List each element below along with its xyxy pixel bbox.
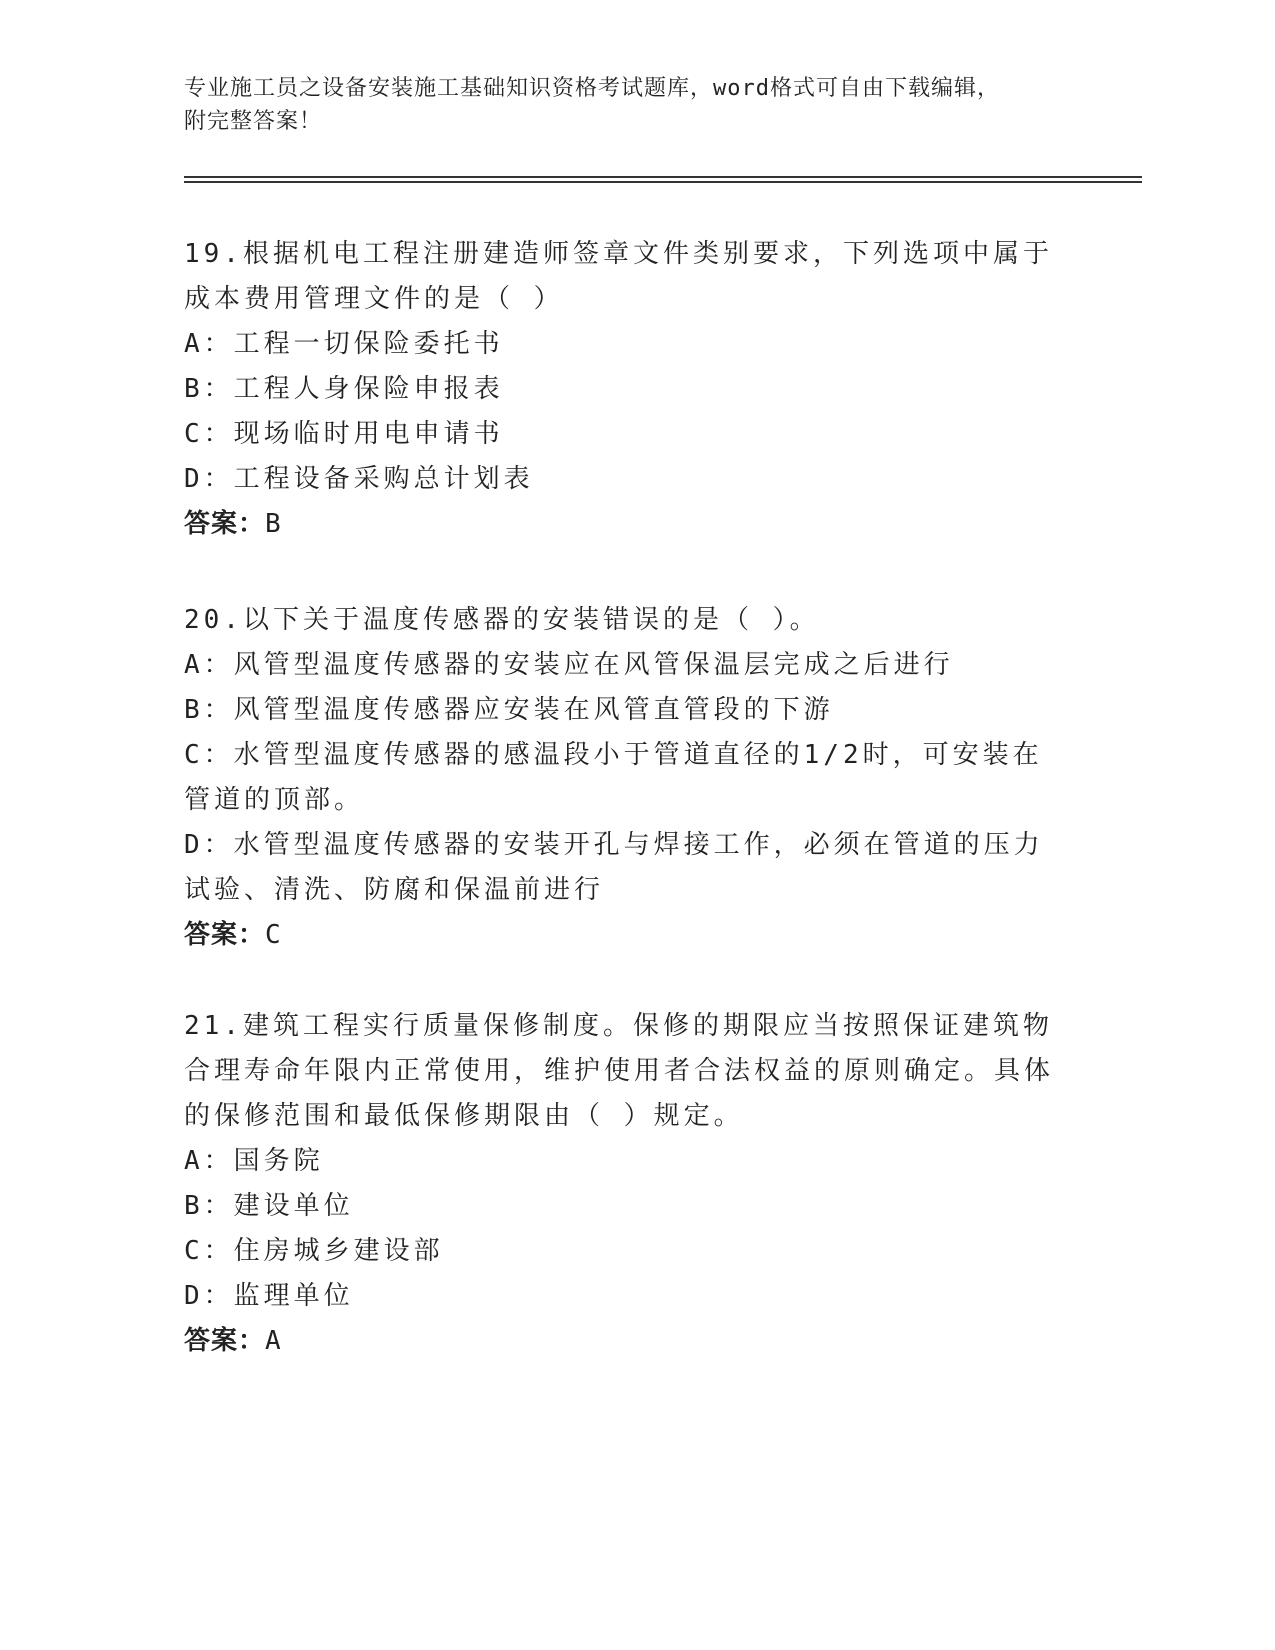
answer-value: A xyxy=(265,1326,282,1356)
header-line-1: 专业施工员之设备安装施工基础知识资格考试题库，word格式可自由下载编辑， xyxy=(184,76,1000,101)
answer-line xyxy=(184,1319,1064,1364)
answer-label: 答案： xyxy=(184,920,266,950)
option-b: B：风管型温度传感器应安装在风管直管段的下游 xyxy=(184,695,834,725)
document-header xyxy=(184,72,1084,138)
option-d: D：工程设备采购总计划表 xyxy=(184,464,534,494)
header-line-2: 附完整答案！ xyxy=(184,109,323,134)
answer-label: 答案： xyxy=(184,1326,266,1356)
option-d: D：监理单位 xyxy=(184,1281,354,1311)
question-stem: 19.根据机电工程注册建造师签章文件类别要求，下列选项中属于成本费用管理文件的是（ ） xyxy=(184,239,1053,314)
header-divider-top xyxy=(184,176,1142,178)
question-20 xyxy=(184,598,1064,958)
option-c: C：水管型温度传感器的感温段小于管道直径的1/2时，可安装在管道的顶部。 xyxy=(184,740,1043,815)
option-b: B：建设单位 xyxy=(184,1191,354,1221)
question-stem: 20.以下关于温度传感器的安装错误的是（ ）。 xyxy=(184,605,820,635)
question-21 xyxy=(184,1004,1064,1364)
option-b: B：工程人身保险申报表 xyxy=(184,374,504,404)
answer-line xyxy=(184,913,1064,958)
question-19 xyxy=(184,232,1064,547)
question-stem: 21.建筑工程实行质量保修制度。保修的期限应当按照保证建筑物合理寿命年限内正常使用，维护使用者合法权益的原则确定。具体的保修范围和最低保修期限由（ ）规定。 xyxy=(184,1011,1055,1131)
answer-value: B xyxy=(265,509,282,539)
answer-value: C xyxy=(265,920,282,950)
option-a: A：国务院 xyxy=(184,1146,324,1176)
option-c: C：现场临时用电申请书 xyxy=(184,419,504,449)
option-d: D：水管型温度传感器的安装开孔与焊接工作，必须在管道的压力试验、清洗、防腐和保温前进行 xyxy=(184,830,1044,905)
option-a: A：工程一切保险委托书 xyxy=(184,329,504,359)
header-divider-bottom xyxy=(184,181,1142,183)
answer-line xyxy=(184,502,1064,547)
answer-label: 答案： xyxy=(184,509,266,539)
option-c: C：住房城乡建设部 xyxy=(184,1236,444,1266)
option-a: A：风管型温度传感器的安装应在风管保温层完成之后进行 xyxy=(184,650,954,680)
